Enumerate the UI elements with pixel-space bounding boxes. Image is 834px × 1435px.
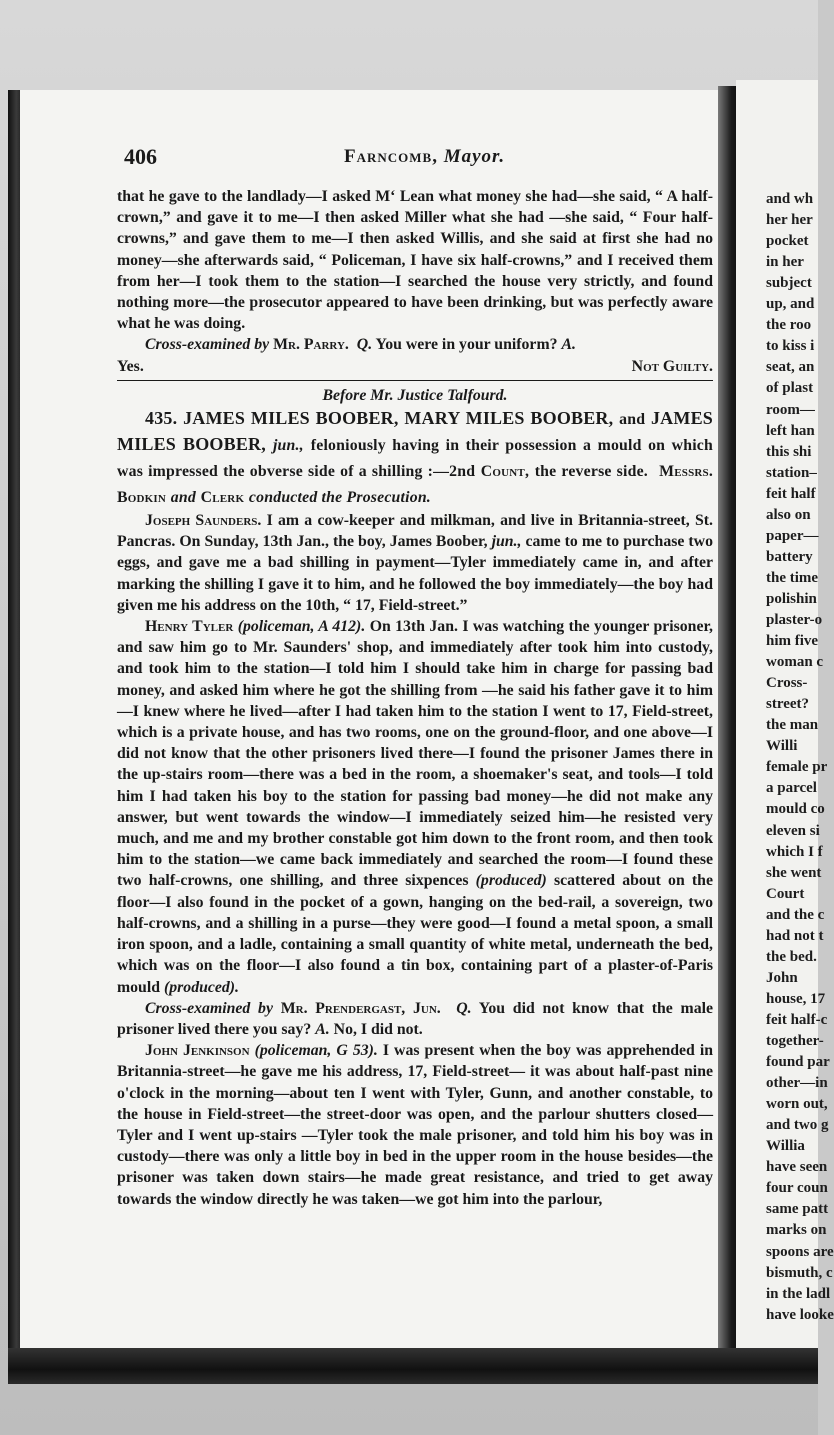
- question-marker: Q.: [456, 999, 472, 1017]
- case-number: 435.: [145, 408, 178, 429]
- witness-role: (policeman, A 412).: [237, 618, 366, 636]
- charge-text: feloniously having in their possession a mould on which was impressed the obverse side of a shilling :—2nd: [117, 437, 713, 481]
- produced-marker: (produced): [475, 872, 547, 890]
- defendant-name-3: JAMES MILES BOOBER,: [117, 408, 713, 455]
- question-marker: Q.: [356, 336, 373, 354]
- right-page-line: room—: [766, 401, 815, 418]
- running-head-name: Farncomb,: [344, 146, 438, 167]
- right-page-line: together-: [766, 1033, 824, 1049]
- right-page-fragment: [736, 80, 834, 1352]
- witness-name: John Jenkinson: [145, 1042, 250, 1060]
- right-page-line: had not t: [766, 927, 824, 944]
- right-page-line: and wh: [766, 191, 814, 207]
- right-page-line: pocket: [766, 233, 809, 250]
- prosecution-and: and: [170, 489, 196, 507]
- running-head: [344, 146, 505, 168]
- right-page-line: the roo: [766, 317, 812, 334]
- right-page-line: left han: [766, 422, 815, 439]
- judge-line: Before Mr. Justice Talfourd.: [322, 386, 508, 404]
- right-page-line: Willi: [766, 738, 798, 755]
- section-rule: [117, 380, 713, 381]
- right-page-line: up, and: [766, 296, 815, 313]
- defendant-jun: jun.,: [272, 437, 304, 455]
- right-page-line: eleven si: [766, 822, 820, 839]
- right-page-line: marks on: [766, 1222, 827, 1239]
- testimony-text-2: scattered about on the floor—I also found in the pocket of a gown, hanging on the bed-rail, a sovereign, two half-crowns, and a shilling in a purse—they were good—I found a metal spoon, a small iron spoon, and a ladle, containing a small quantity of white metal, underneath the bed, which was on the floor—I also found a tin box, containing part of a plaster-of-Paris mould: [117, 872, 713, 996]
- right-page-line: him five: [766, 633, 819, 650]
- cross-exam-label: Cross-examined by: [145, 336, 270, 354]
- defendant-names: JAMES MILES BOOBER, MARY MILES BOOBER,: [183, 408, 614, 429]
- prosecution-conducted: conducted the Prosecution.: [248, 489, 431, 507]
- paragraph-continued: that he gave to the landlady—I asked M‘ Lean what money she had—she said, “ A half-crown,” and gave it to me—I then asked Miller what she had —she said, “ Four half-crowns,” and gave them to me—I then asked Willis, and she said at first she had no money—she afterwards said, “ Policeman, I have six half-crowns,” and I received them from her—I took them to the station—I searched the house very strictly, and found nothing more—the prosecutor appeared to have been drinking, but was perfectly aware what he was doing.: [117, 188, 713, 333]
- witness-role: (policeman, G 53).: [254, 1042, 378, 1060]
- right-page-line: Court: [766, 885, 805, 902]
- right-page-line: seat, an: [766, 359, 815, 376]
- produced-marker-2: (produced).: [163, 978, 240, 996]
- charge-text-2: the reverse side.: [534, 463, 648, 481]
- right-page-line: her her: [766, 212, 813, 229]
- right-page-line: woman c: [766, 654, 824, 671]
- right-page-line: paper—: [766, 527, 819, 544]
- defendant-and: and: [619, 411, 646, 429]
- right-page-line: this shi: [766, 443, 812, 460]
- right-page-line: house, 17: [766, 990, 826, 1007]
- testimony-text: I was present when the boy was apprehended in Britannia-street—he gave me his address, 17, Field-street— it was about half-past nine o'clock in the morning—about ten I went with Tyler, Gunn, and another constable, to the house in Field-street—the street-door was open, and the parlour shutters closed—Tyler and I went up-stairs —Tyler took the male prisoner, and told him his boy was in custody—there was only a little boy in bed in the upper room in the house besides—the prisoner was taken down stairs—he made great resistance, and tried to get away towards the window directly he was taken—we got him into the parlour,: [117, 1042, 714, 1208]
- question-text: You were in your uniform?: [375, 336, 558, 354]
- right-page-line: have seen: [766, 1159, 828, 1176]
- answer-text: No, I did not.: [333, 1020, 423, 1038]
- right-page-line: street?: [766, 696, 810, 713]
- right-page-line: bismuth, c: [766, 1264, 833, 1281]
- right-page-line: feit half: [766, 485, 816, 502]
- witness-name: Joseph Saunders.: [145, 512, 262, 530]
- right-page-line: mould co: [766, 801, 825, 818]
- right-page-line: found par: [766, 1054, 830, 1071]
- page-body: [117, 186, 713, 1210]
- right-page-line: worn out,: [766, 1096, 828, 1113]
- right-page-line: station–: [766, 464, 817, 481]
- right-page-line: have looke: [766, 1306, 834, 1323]
- right-page-line: spoons are: [766, 1243, 834, 1260]
- right-page-line: Cross-: [766, 675, 808, 692]
- testimony-text: On 13th Jan. I was watching the younger prisoner, and saw him go to Mr. Saunders' shop, and immediately after took him into custody, and took him to the station—I told him I should take him in charge for passing bad money, and asked him where he got the shilling from —he said his father gave it to him—I knew where he lived—after I had taken him to the station I went to 17, Field-street, which is a private house, and has two rooms, one on the ground-floor, and one above—I did not know that the other prisoners lived there—I found the prisoner James there in the up-stairs room—there was a bed in the room, a shoemaker's seat, and tools—I told him I had taken his boy to the station for passing bad money—he did not make any answer, but went towards the window—I immediately seized him—he resisted very much, and me and my brother constable got him down to the front room, and then took him to the station—we came back immediately and searched the room—I found these two half-crowns, one shilling, and three sixpences: [117, 618, 713, 890]
- right-page-line: four coun: [766, 1180, 828, 1197]
- count-label: Count,: [480, 463, 530, 481]
- right-page-line: the time: [766, 569, 819, 586]
- cross-exam-label: Cross-examined by: [145, 999, 273, 1017]
- right-page-line: feit half-c: [766, 1011, 828, 1028]
- witness-name: Henry Tyler: [145, 618, 234, 636]
- counsel-name: Mr. Prendergast, Jun.: [280, 999, 441, 1017]
- cross-examination-prendergast: [117, 998, 713, 1040]
- right-page-line: a parcel: [766, 780, 817, 797]
- right-page-line: in the ladl: [766, 1285, 831, 1302]
- prosecution-clerk: Clerk: [200, 489, 245, 507]
- right-page-line: and the c: [766, 906, 825, 923]
- testimony-jenkinson: [117, 1040, 713, 1210]
- counsel-name: Mr. Parry.: [273, 336, 349, 354]
- right-page-line: the man: [766, 717, 819, 734]
- jun-marker: jun.,: [491, 533, 522, 551]
- right-page-line: and two g: [766, 1117, 829, 1134]
- right-page-line: to kiss i: [766, 338, 815, 355]
- book-bottom-edge: [8, 1348, 818, 1384]
- right-page-line: also on: [766, 506, 811, 523]
- answer-text: Yes.: [117, 357, 144, 375]
- right-page-line: battery: [766, 548, 813, 565]
- right-page-line: polishin: [766, 590, 817, 607]
- cross-examination-parry: [117, 334, 713, 376]
- right-page-line: the bed.: [766, 948, 817, 965]
- question-text: You did not know that the male prisoner lived there you say?: [117, 999, 713, 1038]
- right-page-line: plaster-o: [766, 612, 823, 628]
- right-page-line: female pr: [766, 759, 828, 776]
- right-page-line: John: [766, 969, 798, 986]
- testimony-saunders: [117, 510, 713, 616]
- testimony-text-2: came to me to purchase two eggs, and gave me a bad shilling in payment—Tyler immediately came in, and after marking the shilling I gave it to him, and he followed the boy immediately—the boy had given me his address on the 10th, “ 17, Field-street.”: [117, 533, 713, 614]
- running-head-title: Mayor.: [443, 146, 506, 167]
- right-page-line: Willia: [766, 1138, 805, 1155]
- answer-marker: A.: [561, 336, 576, 354]
- answer-marker: A.: [315, 1020, 330, 1038]
- right-page-line: subject: [766, 275, 812, 292]
- right-page-line: she went: [766, 864, 822, 881]
- verdict: Not Guilty.: [631, 357, 713, 375]
- right-page-line: same patt: [766, 1201, 829, 1218]
- right-page-line: in her: [766, 254, 804, 271]
- testimony-text: I am a cow-keeper and milkman, and live in Britannia-street, St. Pancras. On Sunday, 13th Jan., the boy, James Boober,: [117, 512, 713, 551]
- right-page-line: which I f: [766, 843, 823, 860]
- page-header: [124, 144, 714, 172]
- testimony-tyler: [117, 616, 713, 998]
- right-page-line: other—in: [766, 1075, 828, 1092]
- prosecution-counsel: Messrs. Bodkin: [117, 463, 714, 507]
- page-number: 406: [124, 144, 157, 169]
- case-heading: [117, 406, 713, 510]
- right-page-line: of plast: [766, 380, 814, 397]
